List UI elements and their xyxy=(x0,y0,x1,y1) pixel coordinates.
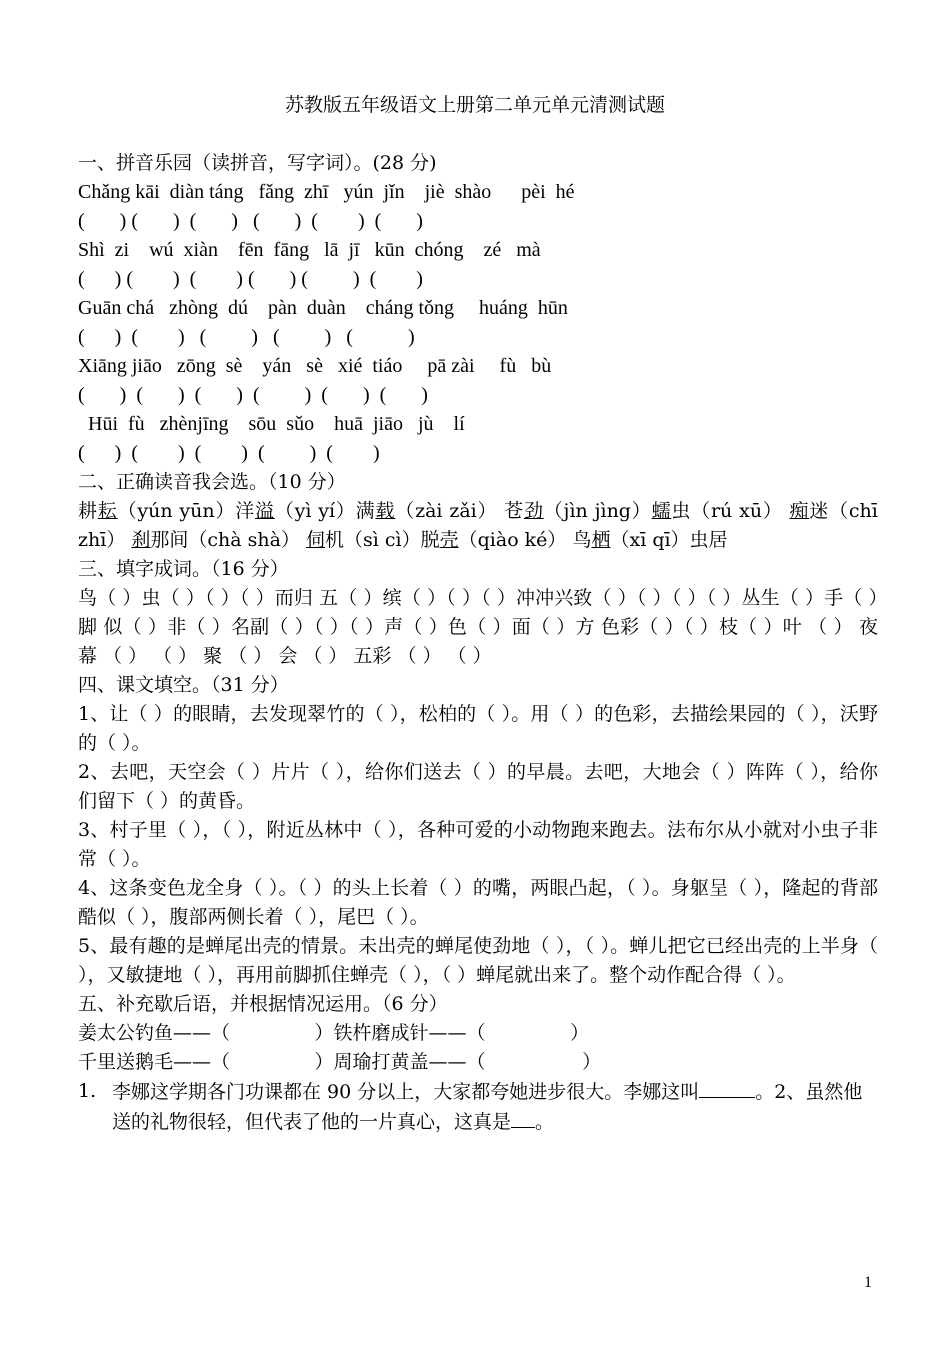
item-post: （xī qī）虫居 xyxy=(610,529,728,551)
blank-row-5: ( ) ( ) ( ) ( ) ( ) xyxy=(78,442,380,464)
fill-in-item-2: 2、去吧，天空会（ ）片片（ ），给你们送去（ ）的早晨。去吧，大地会（ ）阵阵（ ），给你们留下（ ）的黄昏。 xyxy=(78,761,878,812)
underlined-char: 伺 xyxy=(306,529,326,551)
application-question xyxy=(78,1077,878,1137)
question-part-2: 。2、虽然他送的礼物很轻，但代表了他的一片真心，这真是 xyxy=(112,1081,863,1133)
item-post: 机（sì cì）脱 xyxy=(325,529,440,551)
item-post: （qiào ké） 鸟 xyxy=(458,529,592,551)
blank-row-4: ( ) ( ) ( ) ( ) ( ) ( ) xyxy=(78,384,428,406)
item-post: （yún yūn）洋 xyxy=(117,500,256,522)
underlined-char: 刹 xyxy=(131,529,151,551)
section1-heading: 一、拼音乐园（读拼音，写字词）。(28 分) xyxy=(78,152,437,174)
underlined-char: 壳 xyxy=(439,529,459,551)
blank-row-3: ( ) ( ) ( ) ( ) ( ) xyxy=(78,326,415,348)
underlined-char: 耘 xyxy=(97,500,118,522)
section2-heading: 二、正确读音我会选。（10 分） xyxy=(78,471,346,493)
section3-heading: 三、填字成词。（16 分） xyxy=(78,558,289,580)
page-title: 苏教版五年级语文上册第二单元单元清测试题 xyxy=(284,94,665,116)
page-number: 1 xyxy=(864,1274,872,1291)
answer-blank-2[interactable] xyxy=(511,1107,535,1128)
item-post: 那间（chà shà） xyxy=(150,529,306,551)
item-post: 虫（rú xū） xyxy=(671,500,790,522)
underlined-char: 溢 xyxy=(255,500,275,522)
pinyin-row-1: Chǎng kāi diàn táng fǎng zhī yún jǐn jiè shào pèi hé xyxy=(78,181,575,203)
fill-in-item-3: 3、村子里（ ），（ ），附近丛林中（ ），各种可爱的小动物跑来跑去。法布尔从小就对小虫子非常（ ）。 xyxy=(78,819,878,870)
underlined-char: 栖 xyxy=(591,529,611,551)
item-post: 迷（chī zhī） xyxy=(78,500,878,551)
pinyin-row-3: Guān chá zhòng dú pàn duàn cháng tǒng huáng hūn xyxy=(78,297,568,319)
answer-blank-1[interactable] xyxy=(699,1077,755,1098)
fill-in-item-4: 4、这条变色龙全身（ ）。（ ）的头上长着（ ）的嘴，两眼凸起，（ ）。身躯呈（ ），隆起的背部酷似（ ），腹部两侧长着（ ），尾巴（ ）。 xyxy=(78,877,878,928)
item-post: （jìn jìng） xyxy=(543,500,652,522)
blank-row-2: ( ) ( ) ( ) ( ) ( ) ( ) xyxy=(78,268,423,290)
blank-row-1: ( ) ( ) ( ) ( ) ( ) ( ) xyxy=(78,210,423,232)
document-body xyxy=(78,149,878,1137)
question-part-3: 。 xyxy=(535,1111,555,1133)
question-text xyxy=(112,1077,878,1137)
underlined-char: 劲 xyxy=(523,500,544,522)
pinyin-row-2: Shì zi wú xiàn fēn fāng lā jī kūn chóng zé mà xyxy=(78,239,541,261)
section4-heading: 四、课文填空。（31 分） xyxy=(78,674,289,696)
fill-in-item-5: 5、最有趣的是蝉尾出壳的情景。未出壳的蝉尾使劲地（ ），（ ）。蝉儿把它已经出壳的上半身（ ），又敏捷地（ ），再用前脚抓住蝉壳（ ），（ ）蝉尾就出来了。整个动作配合得（ ）。 xyxy=(78,935,878,986)
pinyin-row-5: Hūi fù zhènjīng sōu sǔo huā jiāo jù lí xyxy=(78,413,465,435)
xiehouyu-line-1: 姜太公钓鱼——（ ）铁杵磨成针——（ ） xyxy=(78,1022,590,1044)
xiehouyu-line-2: 千里送鹅毛——（ ）周瑜打黄盖——（ ） xyxy=(78,1051,602,1073)
question-number: 1. xyxy=(78,1080,97,1102)
underlined-char: 蠕 xyxy=(651,500,672,522)
question-part-1: 李娜这学期各门功课都在 90 分以上，大家都夸她进步很大。李娜这叫 xyxy=(112,1081,700,1103)
item-post: （zài zǎi） 苍 xyxy=(395,500,524,522)
section3-text: 鸟（ ）虫（ ）（ ）（ ）而归 五（ ）缤（ ）（ ）（ ）冲冲兴致（ ）（ ）（ ）（ ）丛生（ ）手（ ）脚 似（ ）非（ ）名副（ ）（ ）（ ）声（ ）色（ ）面（ ）方 色彩（ ）（ ）枝（ ）叶 （ ） 夜幕 （ ） （ ） 聚 （ ） 会 （ ） 五彩 （ ） （ ） xyxy=(78,587,878,667)
section2-items xyxy=(78,497,878,555)
underlined-char: 载 xyxy=(375,500,396,522)
item-post: （yì yí）满 xyxy=(274,500,376,522)
fill-in-item-1: 1、让（ ）的眼睛，去发现翠竹的（ ），松柏的（ ）。用（ ）的色彩，去描绘果园的（ ），沃野的（ ）。 xyxy=(78,703,878,754)
item-pre: 耕 xyxy=(78,500,98,522)
pinyin-row-4: Xiāng jiāo zōng sè yán sè xié tiáo pā zài fù bù xyxy=(78,355,552,377)
underlined-char: 痴 xyxy=(789,500,810,522)
section5-heading: 五、补充歇后语，并根据情况运用。（6 分） xyxy=(78,993,448,1015)
